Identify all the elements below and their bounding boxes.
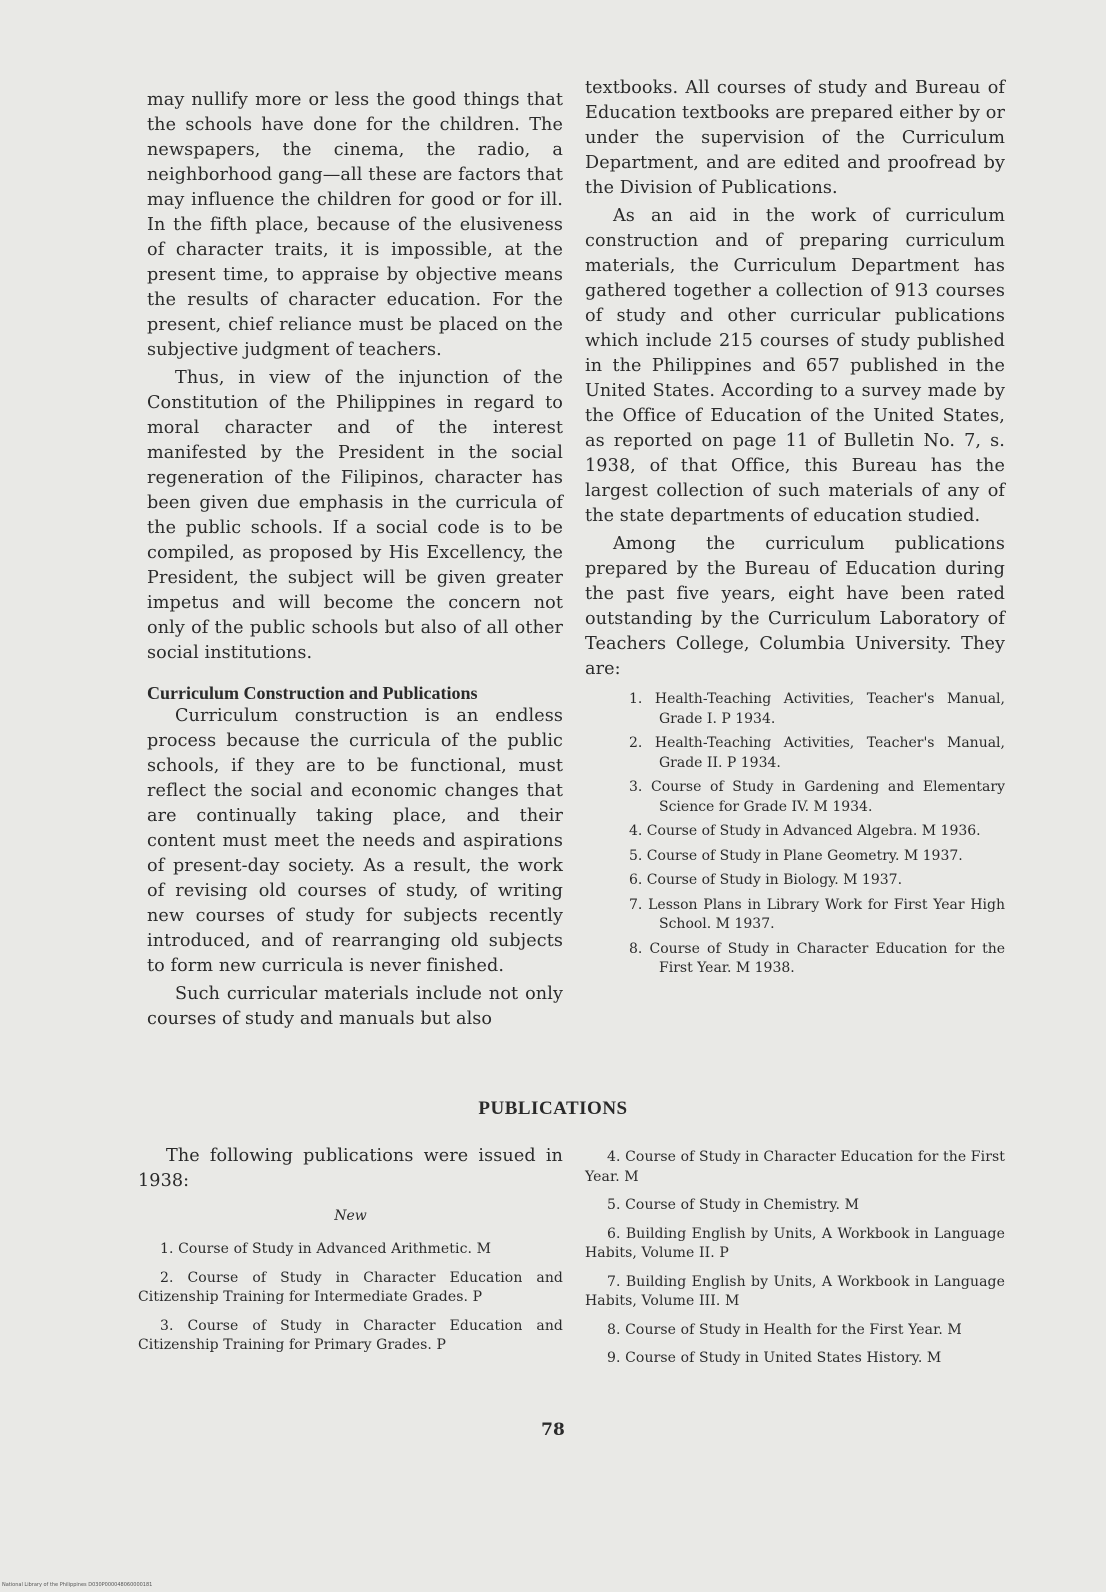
list-item: 4. Course of Study in Advanced Algebra. M 1936.	[629, 823, 981, 839]
list-item: 2. Health-Teaching Activities, Teacher's Manual, Grade II. P 1934.	[629, 735, 1005, 771]
list-item: 6. Course of Study in Biology. M 1937.	[629, 872, 903, 888]
body-paragraph: As an aid in the work of curriculum construction and of preparing curriculum materials, the Curriculum Department has gathered together a collection of 913 courses of study and other curricular publications which include 215 courses of study published in the Philippines and 657 published in the United States. According to a survey made by the Office of Education of the United States, as reported on page 11 of Bulletin No. 7, s. 1938, of that Office, this Bureau has the largest collection of such materials of any of the state departments of education studied.	[585, 206, 1005, 526]
section-heading: Curriculum Construction and Publications	[147, 683, 478, 703]
publication-item: 4. Course of Study in Character Education for the First Year. M	[585, 1149, 1005, 1185]
publications-left-column	[138, 1144, 563, 1356]
publication-item: 2. Course of Study in Character Education and Citizenship Training for Intermediate Grades. P	[138, 1269, 563, 1305]
footer-mark: National Library of the Philippines D030P000048060000181	[2, 1582, 153, 1588]
publication-item: 8. Course of Study in Health for the First Year. M	[607, 1321, 962, 1338]
publications-subhead: New	[334, 1208, 367, 1224]
outstanding-publications-list	[629, 690, 1005, 979]
page-number: 78	[541, 1420, 565, 1440]
right-column-top	[585, 76, 1005, 984]
list-item: 7. Lesson Plans in Library Work for First Year High School. M 1937.	[629, 896, 1005, 932]
publications-intro: The following publications were issued in 1938:	[138, 1146, 563, 1191]
body-paragraph: may nullify more or less the good things that the schools have done for the children. The newspapers, the cinema, the radio, a neighborhood gang—all these are factors that may influence the children for good or for ill. In the fifth place, because of the elusiveness of character traits, it is impossible, at the present time, to appraise by objective means the results of character education. For the present, chief reliance must be placed on the subjective judgment of teachers.	[147, 90, 563, 360]
body-paragraph: Such curricular materials include not only courses of study and manuals but also	[147, 984, 563, 1029]
publication-item: 7. Building English by Units, A Workbook in Language Habits, Volume III. M	[585, 1273, 1005, 1309]
publications-right-column	[585, 1148, 1005, 1369]
list-item: 8. Course of Study in Character Education for the First Year. M 1938.	[629, 940, 1005, 976]
body-paragraph: textbooks. All courses of study and Bureau of Education textbooks are prepared either by or under the supervision of the Curriculum Department, and are edited and proofread by the Division of Publications.	[585, 78, 1005, 198]
left-column-top	[147, 88, 563, 1032]
publication-item: 6. Building English by Units, A Workbook in Language Habits, Volume II. P	[585, 1225, 1005, 1261]
publication-item: 5. Course of Study in Chemistry. M	[607, 1197, 860, 1213]
publication-item: 1. Course of Study in Advanced Arithmetic. M	[160, 1241, 492, 1257]
body-paragraph: Among the curriculum publications prepared by the Bureau of Education during the past five years, eight have been rated outstanding by the Curriculum Laboratory of Teachers College, Columbia University. They are:	[585, 534, 1005, 679]
publication-item: 9. Course of Study in United States History. M	[607, 1350, 942, 1366]
body-paragraph: Thus, in view of the injunction of the Constitution of the Philippines in regard to moral character and of the interest manifested by the President in the social regeneration of the Filipinos, character has been given due emphasis in the curricula of the public schools. If a social code is to be compiled, as proposed by His Excellency, the President, the subject will be given greater impetus and will become the concern not only of the public schools but also of all other social institutions.	[147, 368, 563, 663]
list-item: 1. Health-Teaching Activities, Teacher's Manual, Grade I. P 1934.	[629, 691, 1005, 727]
publications-heading: PUBLICATIONS	[478, 1098, 628, 1119]
body-paragraph: Curriculum construction is an endless process because the curricula of the public schools, if they are to be functional, must reflect the social and economic changes that are continually taking place, and their content must meet the needs and aspirations of present-day society. As a result, the work of revising old courses of study, of writing new courses of study for subjects recently introduced, and of rearranging old subjects to form new curricula is never finished.	[147, 706, 563, 976]
publication-item: 3. Course of Study in Character Education and Citizenship Training for Primary Grades. P	[138, 1317, 563, 1353]
list-item: 5. Course of Study in Plane Geometry. M 1937.	[629, 847, 963, 864]
list-item: 3. Course of Study in Gardening and Elementary Science for Grade IV. M 1934.	[629, 779, 1005, 815]
